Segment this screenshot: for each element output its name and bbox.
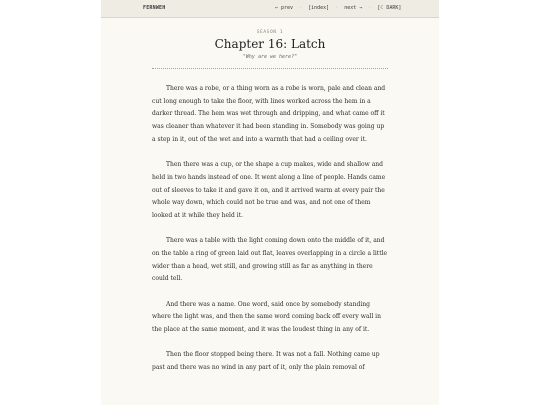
paragraph: Then the floor stopped being there. It was not a fall. Nothing came up past and there was no wind in any part of it, only the plain removal of [152, 351, 380, 372]
site-brand[interactable]: FERNWEH [143, 5, 166, 11]
season-label: SEASON 1 [256, 30, 284, 35]
nav-separator: · [299, 5, 303, 11]
chapter-content [152, 30, 388, 387]
chapter-title: Chapter 16: Latch [214, 37, 326, 51]
top-nav-bar [101, 0, 439, 18]
nav-separator: · [368, 5, 372, 11]
chapter-subtitle: "Why are we here?" [242, 54, 298, 60]
index-link[interactable]: [index] [308, 5, 330, 11]
dark-mode-toggle[interactable]: [☾ DARK] [377, 5, 402, 11]
paragraph: There was a robe, or a thing worn as a robe is worn, pale and clean and cut long enough to take the floor, with lines worked across the hem in a darker thread. The hem was wet through and dripping, and what came off it was cleaner than whatever it had been standing in. Somebody was going up a step in it, out of the wet and into a warmth that had a ceiling over it. [152, 85, 386, 143]
paragraph: And there was a name. One word, said once by somebody standing where the light was, and then the same word coming back off every wall in the place at the same moment, and it was the loudest thing in any of it. [152, 300, 381, 334]
chapter-body [152, 83, 388, 375]
reader-page [101, 0, 439, 405]
divider [152, 68, 388, 69]
nav-separator: · [335, 5, 339, 11]
paragraph: There was a table with the light coming down onto the middle of it, and on the table a ring of green laid out flat, leaves overlapping in a circle a little wider than a head, wet still, and growing still as far as anything in there could tell. [152, 237, 388, 283]
next-chapter-link[interactable]: next → [344, 5, 363, 11]
chapter-nav [275, 5, 401, 11]
prev-chapter-link[interactable]: ← prev [275, 5, 294, 11]
paragraph: Then there was a cup, or the shape a cup makes, wide and shallow and held in two hands instead of one. It went along a line of people. Hands came out of sleeves to take it and gave it on, and it arrived warm at every pair the whole way down, which could not be true and was, and not one of them looked at it while they held it. [152, 161, 386, 219]
